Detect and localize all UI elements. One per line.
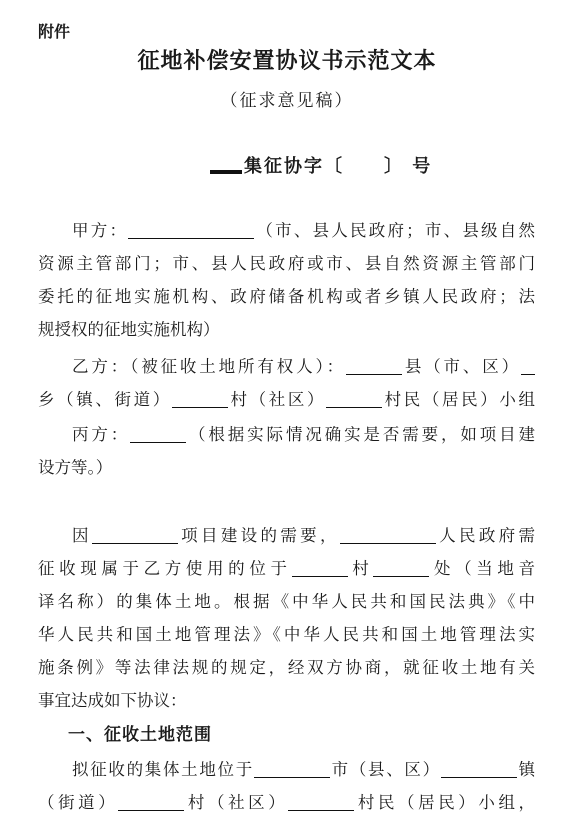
section-1-heading: 一、征收土地范围 [68, 725, 212, 745]
party-a-line-3: 委托的征地实施机构、政府储备机构或者乡镇人民政府；法 [38, 287, 535, 306]
government-blank [340, 523, 436, 544]
purpose-line-2: 征收现属于乙方使用的位于 村 处（当地音 [38, 552, 535, 585]
location-village-blank [292, 556, 348, 577]
purpose-line-6: 事宜达成如下协议： [38, 691, 187, 710]
purpose-line-5: 施条例》等法律法规的规定，经双方协商，就征收土地有关 [38, 658, 535, 677]
purpose-line-1: 因 项目建设的需要， 人民政府需 [38, 519, 535, 552]
section-village-blank [118, 790, 184, 811]
section-1-line-1: 拟征收的集体土地位于 市（县、区） 镇 [38, 753, 535, 786]
purpose-line-4: 华人民共和国土地管理法》《中华人民共和国土地管理法实 [38, 625, 535, 644]
party-a-blank [128, 218, 254, 239]
document-number [210, 152, 432, 178]
purpose-line-3: 译名称）的集体土地。根据《中华人民共和国民法典》《中 [38, 592, 535, 611]
location-place-blank [373, 556, 429, 577]
document-title: 征地补偿安置协议书示范文本 [137, 49, 437, 74]
party-a-line-2: 资源主管部门；市、县人民政府或市、县自然资源主管部门 [38, 254, 535, 273]
attachment-label: 附件 [38, 22, 71, 41]
town-blank [441, 757, 517, 778]
party-b-line-1: 乙方：（被征收土地所有权人）： 县（市、区） [38, 350, 535, 383]
document-subtitle: （征求意见稿） [220, 91, 354, 111]
party-c-line-1: 丙方： （根据实际情况确实是否需要，如项目建 [38, 418, 535, 451]
party-c-line-2: 设方等。） [38, 458, 113, 477]
section-1-line-2: （街道） 村（社区） 村民（居民）小组， [38, 786, 535, 819]
village-blank [172, 387, 228, 408]
section-group-blank [288, 790, 354, 811]
city-blank [254, 757, 330, 778]
party-a-line-4: 规授权的征地实施机构） [38, 320, 220, 339]
doc-number-text: 集征协字〔 〕 号 [244, 156, 433, 177]
party-b-line-2: 乡（镇、街道） 村（社区） 村民（居民）小组 [38, 383, 535, 416]
group-blank [326, 387, 382, 408]
party-c-blank [130, 422, 186, 443]
project-blank [92, 523, 178, 544]
county-blank [346, 354, 402, 375]
township-blank [521, 354, 535, 375]
party-a-line-1: 甲方： （市、县人民政府；市、县级自然 [38, 214, 535, 247]
doc-number-prefix-blank [210, 152, 242, 174]
